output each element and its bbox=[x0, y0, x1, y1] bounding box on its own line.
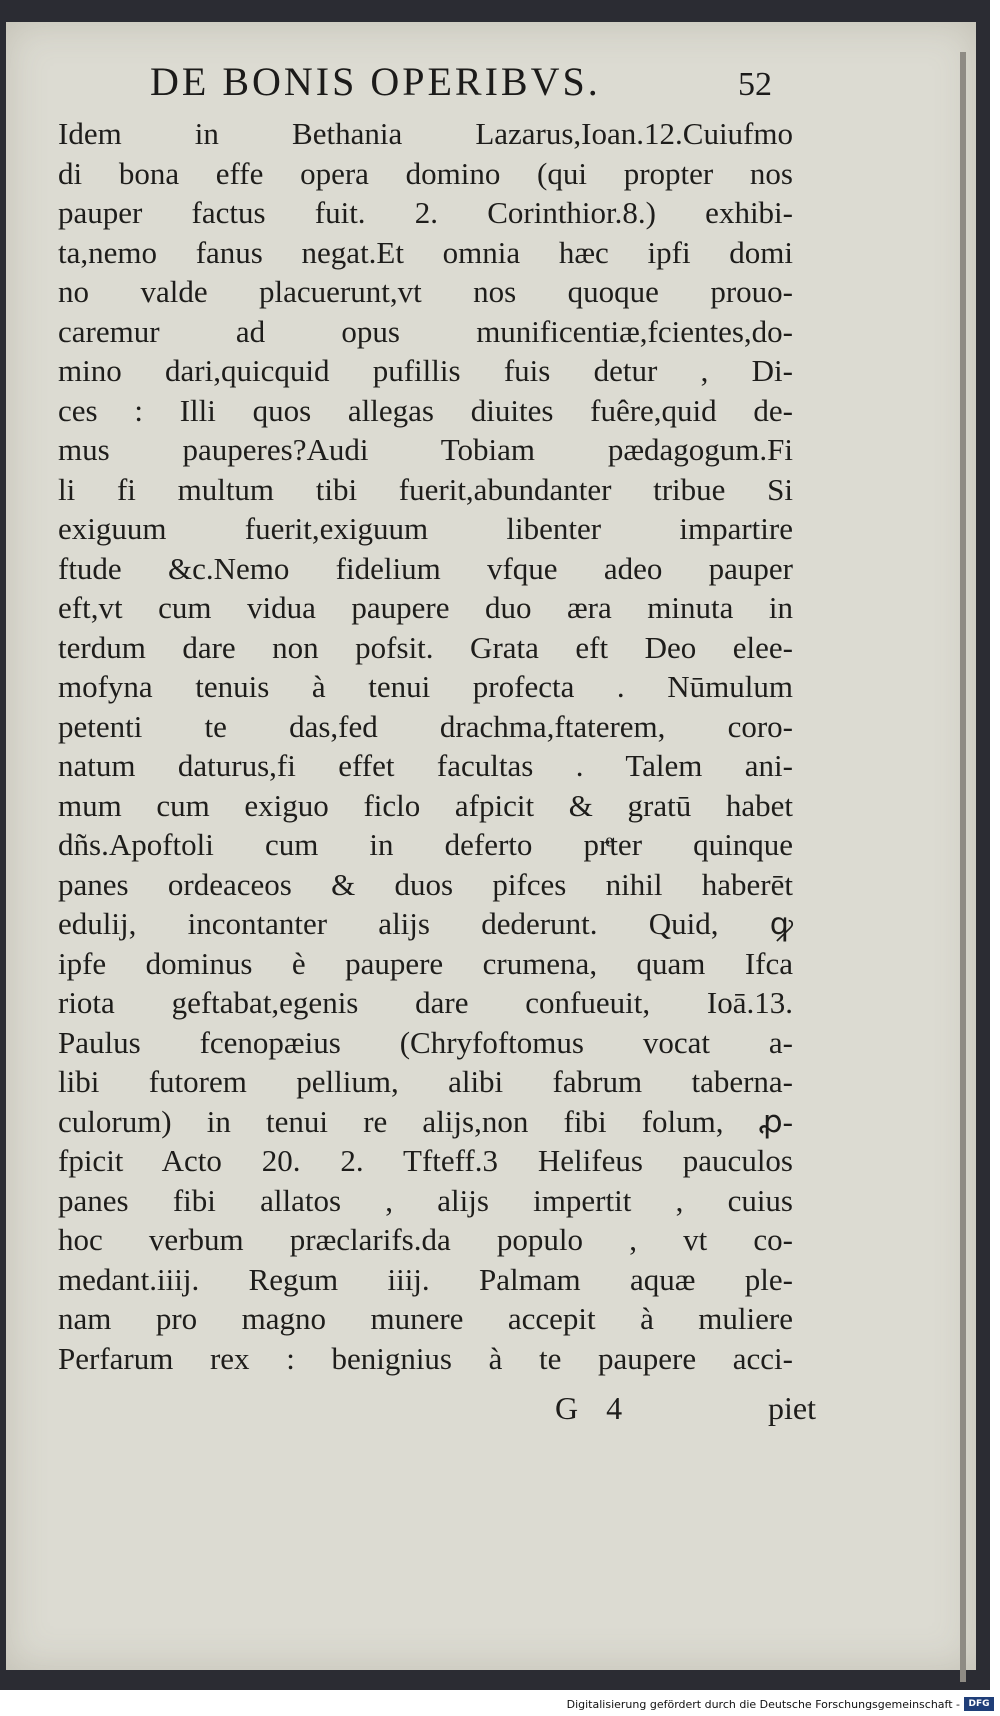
text-line: culorum) in tenui re alijs,non fibi folum, ꝓ- bbox=[58, 1103, 793, 1139]
text-line: panes ordeaceos & duos pifces nihil haberēt bbox=[58, 866, 793, 902]
text-line: ces : Illi quos allegas diuites fuêre,quid de- bbox=[58, 392, 793, 428]
text-line: no valde placuerunt,vt nos quoque prouo- bbox=[58, 274, 793, 309]
body-text bbox=[58, 114, 793, 1378]
text-line: ipfe dominus è paupere crumena, quam Ifca bbox=[58, 945, 793, 981]
text-line: ta,nemo fanus negat.Et omnia hæc ipfi domi bbox=[58, 234, 793, 270]
text-line: hoc verbum præclarifs.da populo , vt co- bbox=[58, 1222, 793, 1257]
text-line: nam pro magno munere accepit à muliere bbox=[58, 1301, 793, 1336]
text-line: exiguum fuerit,exiguum libenter impartire bbox=[58, 511, 793, 546]
text-line: pauper factus fuit. 2. Corinthior.8.) exhibi- bbox=[58, 195, 793, 230]
text-line: medant.iiij. Regum iiij. Palmam aquæ ple- bbox=[58, 1261, 793, 1297]
folio-number: 52 bbox=[738, 66, 772, 103]
text-line: panes fibi allatos , alijs impertit , cuius bbox=[58, 1182, 793, 1218]
text-line: ftude &c.Nemo fidelium vfque adeo pauper bbox=[58, 550, 793, 586]
text-line: mofyna tenuis à tenui profecta . Nūmulum bbox=[58, 669, 793, 704]
running-title: DE BONIS OPERIBVS. bbox=[150, 59, 601, 104]
text-line: dñs.Apoftoli cum in deferto prͤter quinque bbox=[58, 827, 793, 862]
signature-mark: G 4 bbox=[555, 1390, 633, 1426]
text-line: Idem in Bethania Lazarus,Ioan.12.Cuiufmo bbox=[58, 116, 793, 151]
catchword: piet bbox=[768, 1390, 816, 1426]
text-line: edulij, incontanter alijs dederunt. Quid, ꝙ bbox=[58, 906, 793, 941]
text-line: mus pauperes?Audi Tobiam pædagogum.Fi bbox=[58, 432, 793, 467]
text-line: terdum dare non pofsit. Grata eft Deo elee- bbox=[58, 629, 793, 665]
text-line: eft,vt cum vidua paupere duo æra minuta in bbox=[58, 590, 793, 625]
text-line: natum daturus,fi effet facultas . Talem ani- bbox=[58, 748, 793, 783]
text-line: Perfarum rex : benignius à te paupere acci- bbox=[58, 1340, 793, 1376]
text-line: di bona effe opera domino (qui propter nos bbox=[58, 155, 793, 191]
text-line: caremur ad opus munificentiæ,fcientes,do- bbox=[58, 313, 793, 349]
page-gutter-edge bbox=[960, 52, 966, 1682]
text-line: mino dari,quicquid pufillis fuis detur , Di- bbox=[58, 353, 793, 388]
dfg-logo-icon: DFG bbox=[964, 1697, 994, 1711]
text-line: mum cum exiguo ficlo afpicit & gratū habet bbox=[58, 787, 793, 823]
text-line: fpicit Acto 20. 2. Tfteff.3 Helifeus pauculos bbox=[58, 1143, 793, 1178]
footer-credit-bar bbox=[0, 1692, 1000, 1716]
text-line: li fi multum tibi fuerit,abundanter tribue Si bbox=[58, 471, 793, 507]
footer-credit-text: Digitalisierung gefördert durch die Deutsche Forschungsgemeinschaft - bbox=[566, 1697, 960, 1711]
text-line: riota geftabat,egenis dare confueuit, Ioā.13. bbox=[58, 985, 793, 1020]
text-line: libi futorem pellium, alibi fabrum taberna- bbox=[58, 1064, 793, 1099]
running-head bbox=[150, 58, 790, 105]
text-line: petenti te das,fed drachma,ftaterem, coro- bbox=[58, 708, 793, 744]
text-line: Paulus fcenopæius (Chryfoftomus vocat a- bbox=[58, 1024, 793, 1060]
